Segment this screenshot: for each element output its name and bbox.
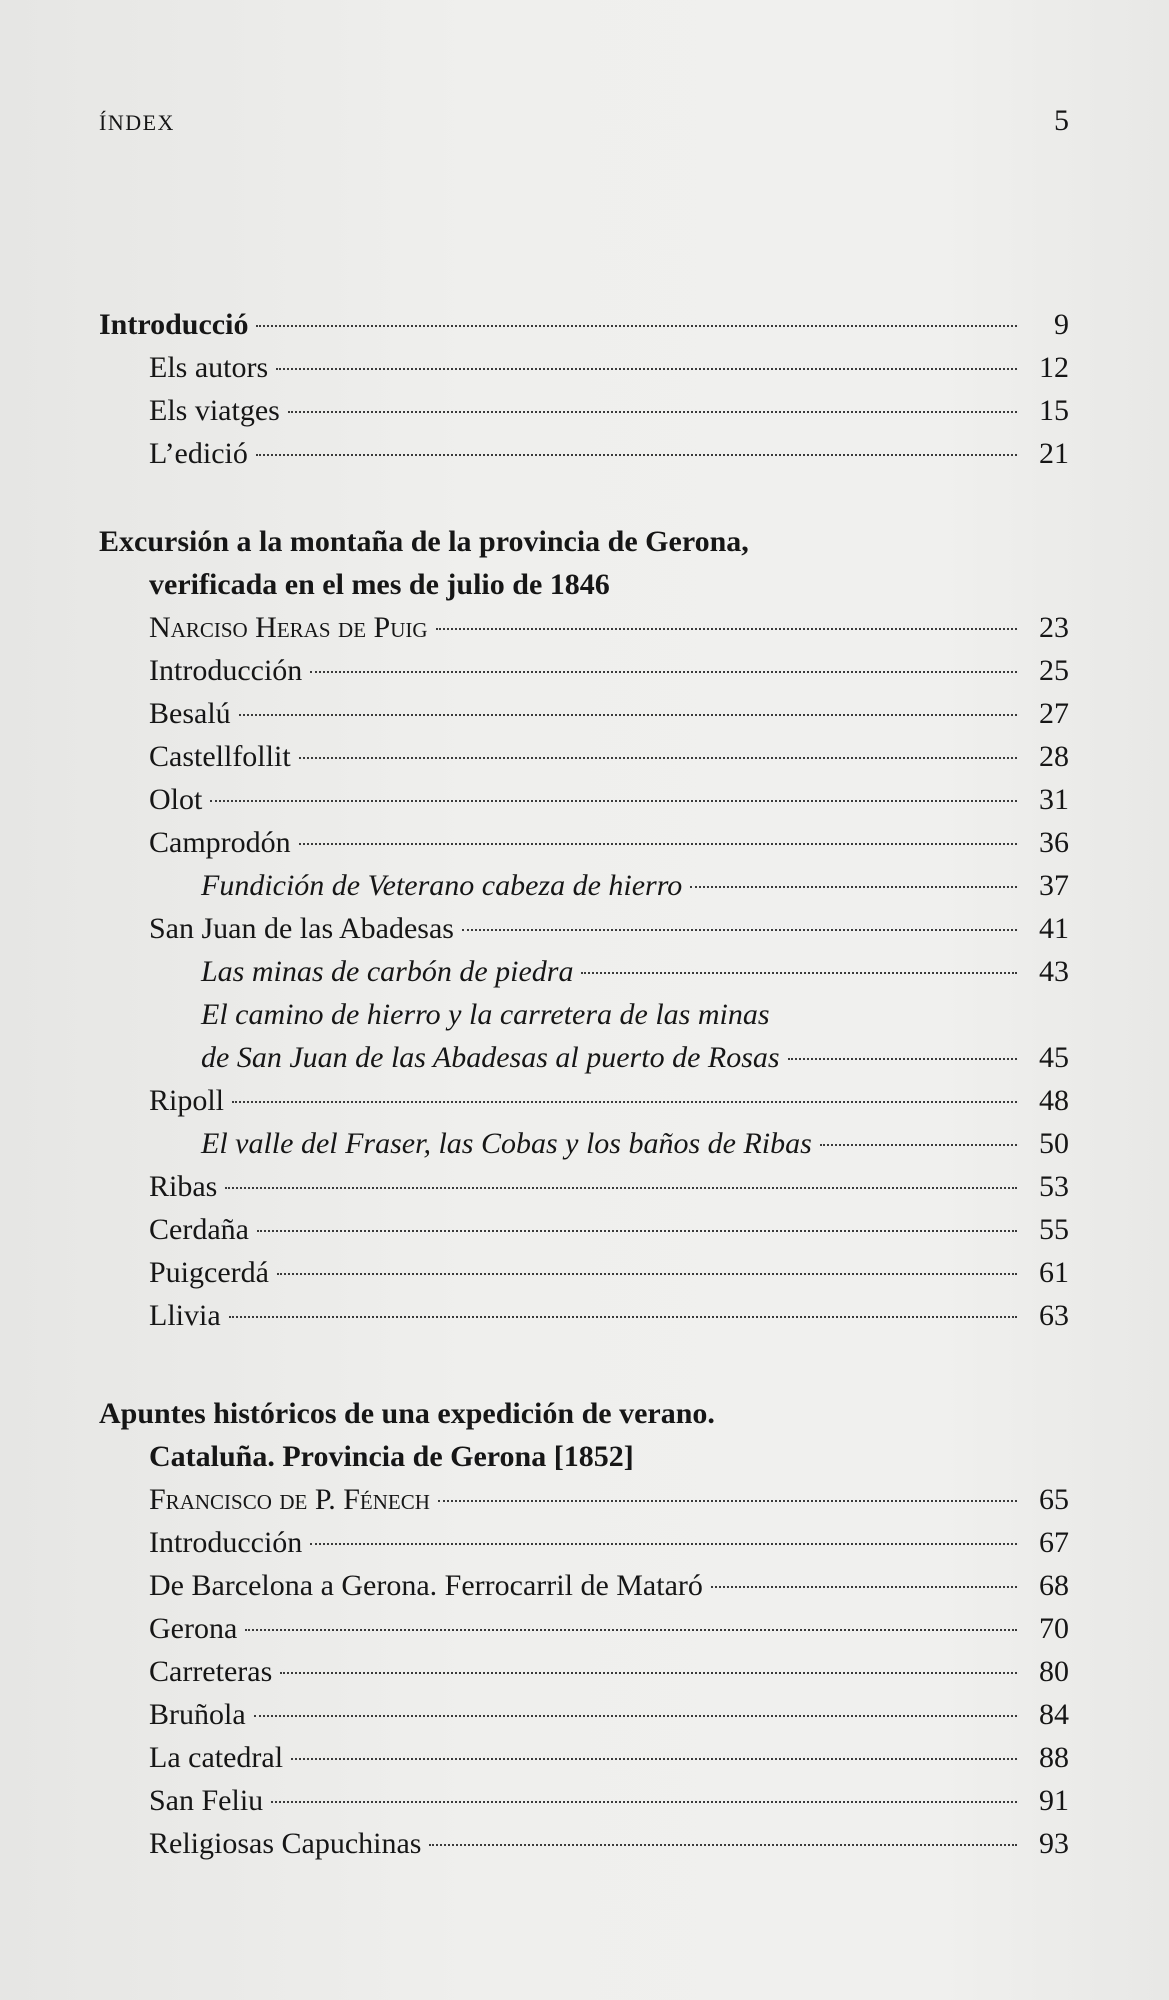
toc-entry-page: 23 xyxy=(1039,611,1069,644)
toc-entry-page: 15 xyxy=(1039,394,1069,427)
toc-entry[interactable] xyxy=(149,1738,1069,1778)
dot-leader xyxy=(820,1144,1017,1146)
dot-leader xyxy=(271,1801,1017,1803)
toc-entry[interactable] xyxy=(149,391,1069,431)
toc-entry[interactable] xyxy=(149,1609,1069,1649)
toc-entry-label: Els viatges xyxy=(149,394,280,427)
toc-entry-page: 84 xyxy=(1039,1698,1069,1731)
toc-entry[interactable] xyxy=(149,1210,1069,1250)
dot-leader xyxy=(256,454,1017,456)
dot-leader xyxy=(438,1500,1017,1502)
toc-entry-author[interactable] xyxy=(149,608,1069,648)
toc-entry-page: 91 xyxy=(1039,1784,1069,1817)
dot-leader xyxy=(299,757,1017,759)
dot-leader xyxy=(276,368,1017,370)
toc-entry-label: Bruñola xyxy=(149,1698,246,1731)
toc-entry-label: Besalú xyxy=(149,697,231,730)
toc-entry[interactable] xyxy=(149,1566,1069,1606)
toc-entry[interactable] xyxy=(149,1824,1069,1864)
toc-entry-page: 67 xyxy=(1039,1526,1069,1559)
dot-leader xyxy=(225,1187,1017,1189)
toc-entry-page: 43 xyxy=(1039,955,1069,988)
running-header xyxy=(99,104,1069,138)
toc-entry-page: 93 xyxy=(1039,1827,1069,1860)
toc-entry[interactable] xyxy=(149,737,1069,777)
toc-entry[interactable] xyxy=(149,1523,1069,1563)
toc-entry-page: 36 xyxy=(1039,826,1069,859)
dot-leader xyxy=(788,1058,1017,1060)
toc-entry[interactable] xyxy=(149,1296,1069,1336)
toc-entry[interactable] xyxy=(149,823,1069,863)
dot-leader xyxy=(229,1316,1017,1318)
toc-entry-page: 68 xyxy=(1039,1569,1069,1602)
toc-entry-label: Ribas xyxy=(149,1170,218,1203)
toc-entry-label: Ripoll xyxy=(149,1084,225,1117)
dot-leader xyxy=(711,1586,1017,1588)
toc-entry-label: Olot xyxy=(149,783,203,816)
toc-entry[interactable] xyxy=(149,1167,1069,1207)
toc-entry-page: 48 xyxy=(1039,1084,1069,1117)
toc-entry-introduccio[interactable] xyxy=(99,305,1069,345)
dot-leader xyxy=(288,411,1017,413)
dot-leader xyxy=(245,1629,1017,1631)
toc-entry-label: El camino de hierro y la carretera de las minas xyxy=(201,998,770,1031)
toc-entry-label: Llivia xyxy=(149,1299,221,1332)
dot-leader xyxy=(256,325,1017,327)
toc-entry-page: 27 xyxy=(1039,697,1069,730)
dot-leader xyxy=(462,929,1017,931)
toc-entry-label: Els autors xyxy=(149,351,269,384)
dot-leader xyxy=(291,1758,1017,1760)
page-number: 5 xyxy=(1054,104,1069,137)
toc-entry[interactable] xyxy=(149,909,1069,949)
toc-entry-page: 70 xyxy=(1039,1612,1069,1645)
toc-entry-page: 65 xyxy=(1039,1483,1069,1516)
toc-entry-page: 21 xyxy=(1039,437,1069,470)
toc-subentry[interactable] xyxy=(201,1038,1069,1078)
toc-entry[interactable] xyxy=(149,1695,1069,1735)
toc-entry-page: 37 xyxy=(1039,869,1069,902)
toc-entry-page: 88 xyxy=(1039,1741,1069,1774)
dot-leader xyxy=(280,1672,1017,1674)
toc-entry-page: 63 xyxy=(1039,1299,1069,1332)
toc-entry-label: Las minas de carbón de piedra xyxy=(201,955,574,988)
toc-entry-label: Religiosas Capuchinas xyxy=(149,1827,422,1860)
toc-entry-page: 31 xyxy=(1039,783,1069,816)
toc-entry-label: Introducción xyxy=(149,654,303,687)
toc-subentry[interactable] xyxy=(201,1124,1069,1164)
dot-leader xyxy=(257,1230,1017,1232)
toc-entry-page: 41 xyxy=(1039,912,1069,945)
dot-leader xyxy=(429,1844,1017,1846)
toc-entry-page: 61 xyxy=(1039,1256,1069,1289)
toc-entry-label: Camprodón xyxy=(149,826,291,859)
dot-leader xyxy=(254,1715,1017,1717)
toc-entry-label: San Juan de las Abadesas xyxy=(149,912,454,945)
dot-leader xyxy=(239,714,1017,716)
toc-entry-page: 50 xyxy=(1039,1127,1069,1160)
toc-entry-label: San Feliu xyxy=(149,1784,264,1817)
toc-entry-label: L’edició xyxy=(149,437,248,470)
dot-leader xyxy=(210,800,1017,802)
toc-entry[interactable] xyxy=(149,1781,1069,1821)
toc-entry-page: 53 xyxy=(1039,1170,1069,1203)
toc-entry-page: 45 xyxy=(1039,1041,1069,1074)
toc-entry-label: Carreteras xyxy=(149,1655,273,1688)
toc-subentry[interactable] xyxy=(201,952,1069,992)
toc-entry-label: Introducción xyxy=(149,1526,303,1559)
running-header-title: ÍNDEX xyxy=(99,110,175,135)
toc-entry-label: Castellfollit xyxy=(149,740,291,773)
toc-entry-label: de San Juan de las Abadesas al puerto de Rosas xyxy=(201,1041,780,1074)
toc-entry-author[interactable] xyxy=(149,1480,1069,1520)
toc-entry[interactable] xyxy=(149,1253,1069,1293)
dot-leader xyxy=(299,843,1017,845)
toc-entry-page: 55 xyxy=(1039,1213,1069,1246)
toc-entry[interactable] xyxy=(149,434,1069,474)
dot-leader xyxy=(232,1101,1017,1103)
toc-subentry[interactable] xyxy=(201,866,1069,906)
dot-leader xyxy=(436,628,1017,630)
toc-entry-label: Francisco de P. Fénech xyxy=(149,1483,430,1516)
toc-entry[interactable] xyxy=(149,694,1069,734)
toc-entry-label: Introducció xyxy=(99,308,249,341)
toc-entry-label: El valle del Fraser, las Cobas y los baños de Ribas xyxy=(201,1127,812,1160)
toc-entry-label: Puigcerdá xyxy=(149,1256,269,1289)
toc-entry-page: 12 xyxy=(1039,351,1069,384)
toc-entry[interactable] xyxy=(149,348,1069,388)
section-title-excursion-line2: verificada en el mes de julio de 1846 xyxy=(149,568,610,601)
dot-leader xyxy=(277,1273,1017,1275)
toc-entry-label: De Barcelona a Gerona. Ferrocarril de Mataró xyxy=(149,1569,703,1602)
dot-leader xyxy=(310,1543,1017,1545)
toc-subentry-line1[interactable] xyxy=(201,995,1069,1035)
dot-leader xyxy=(581,972,1017,974)
toc-entry-label: Cerdaña xyxy=(149,1213,249,1246)
toc-entry[interactable] xyxy=(149,1652,1069,1692)
toc-entry-page: 25 xyxy=(1039,654,1069,687)
section-title-apuntes: Apuntes históricos de una expedición de verano. xyxy=(99,1397,715,1430)
section-title-excursion: Excursión a la montaña de la provincia de Gerona, xyxy=(99,525,749,558)
section-title-apuntes-line2: Cataluña. Provincia de Gerona [1852] xyxy=(149,1440,634,1473)
toc-entry[interactable] xyxy=(149,1081,1069,1121)
toc-entry[interactable] xyxy=(149,780,1069,820)
toc-entry[interactable] xyxy=(149,651,1069,691)
toc-entry-label: Gerona xyxy=(149,1612,238,1645)
toc-entry-page: 80 xyxy=(1039,1655,1069,1688)
dot-leader xyxy=(690,886,1017,888)
toc-entry-label: Narciso Heras de Puig xyxy=(149,611,428,644)
toc-entry-page: 9 xyxy=(1054,308,1069,341)
dot-leader xyxy=(310,671,1017,673)
toc-entry-label: Fundición de Veterano cabeza de hierro xyxy=(201,869,683,902)
toc-entry-page: 28 xyxy=(1039,740,1069,773)
toc-entry-label: La catedral xyxy=(149,1741,284,1774)
